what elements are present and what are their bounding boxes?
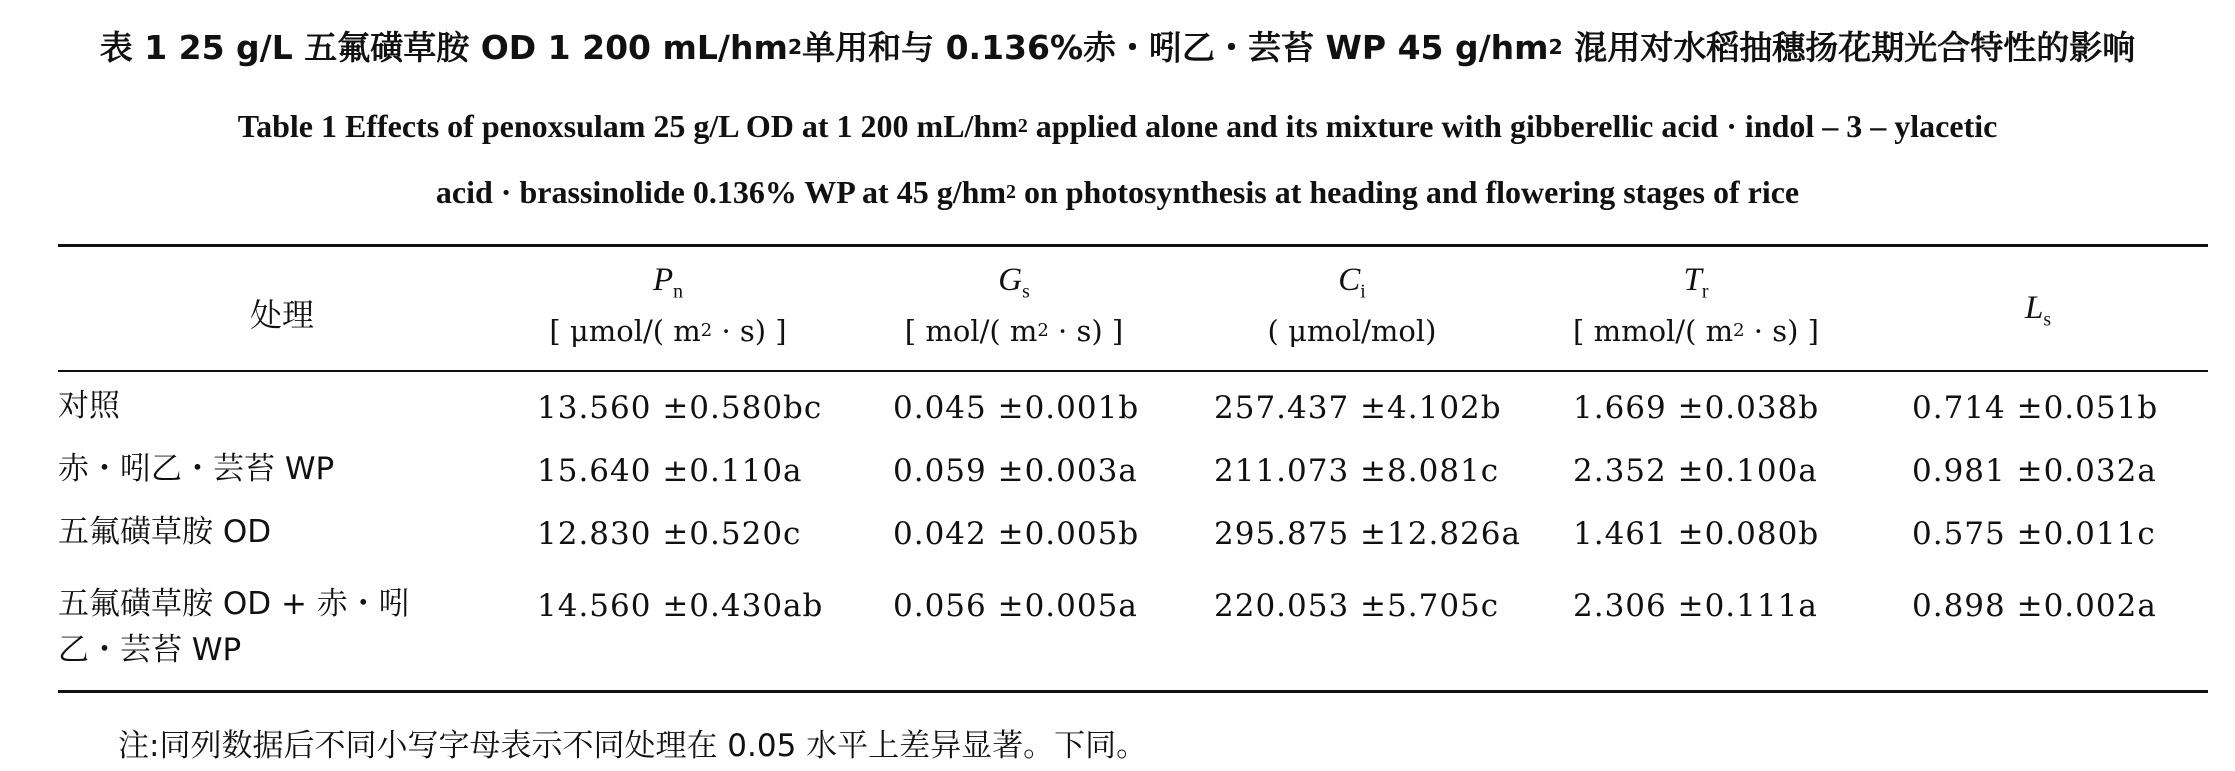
cell-gs: 0.042 ±0.005b: [893, 516, 1140, 552]
cell-gs: 0.056 ±0.005a: [893, 588, 1138, 624]
cell-ci: 295.875 ±12.826a: [1214, 516, 1521, 552]
cell-gs: 0.045 ±0.001b: [893, 390, 1140, 426]
cell-pn: 14.560 ±0.430ab: [537, 588, 824, 624]
header-tr: $T_r$ [ mmol/( $m^2 \cdot s$) ]: [1573, 262, 1819, 348]
cell-ls: 0.575 ±0.011c: [1912, 516, 2156, 552]
header-ci: $C_i$ ( μmol/mol): [1267, 262, 1437, 348]
table-row-label: 赤・吲乙・芸苔 WP: [58, 451, 335, 487]
table-row-label: 五氟磺草胺 OD: [58, 514, 272, 550]
cell-tr: 2.352 ±0.100a: [1573, 453, 1818, 489]
table-top-rule: [58, 244, 2208, 247]
header-ls: $L_s$: [2024, 290, 2052, 331]
table-row-label: 五氟磺草胺 OD + 赤・吲 乙・芸苔 WP: [58, 586, 410, 668]
cell-ci: 220.053 ±5.705c: [1214, 588, 1500, 624]
cell-tr: 1.461 ±0.080b: [1573, 516, 1820, 552]
cell-gs: 0.059 ±0.003a: [893, 453, 1138, 489]
table-caption-en-line1: Table 1 Effects of penoxsulam 25 g/L OD at 1 200 $mL/hm^2$ applied alone and its mixture with gibberellic acid · indol – 3 – ylacetic: [237, 108, 1998, 144]
cell-ls: 0.981 ±0.032a: [1912, 453, 2157, 489]
header-pn: $P_n$ [ μmol/( $m^2 \cdot s$) ]: [549, 262, 787, 348]
table-header-rule: [58, 370, 2208, 372]
header-treatment: 处理: [249, 296, 315, 334]
table-bottom-rule: [58, 690, 2208, 693]
cell-pn: 13.560 ±0.580bc: [537, 390, 823, 426]
table-footnote: 注:同列数据后不同小写字母表示不同处理在 0.05 水平上差异显著。下同。: [118, 728, 1148, 764]
cell-pn: 15.640 ±0.110a: [537, 453, 803, 489]
cell-tr: 2.306 ±0.111a: [1573, 588, 1818, 624]
header-gs: $G_s$ [ mol/( $m^2 \cdot s$) ]: [904, 262, 1124, 348]
cell-pn: 12.830 ±0.520c: [537, 516, 802, 552]
table-caption-cn: 表 1 25 g/L 五氟磺草胺 OD 1 200 $mL/hm^2$单用和与 0.136%赤・吲乙・芸苔 WP 45 $g/hm^2$ 混用对水稻抽穗扬花期光合特性的影响: [99, 28, 2136, 67]
cell-ci: 257.437 ±4.102b: [1214, 390, 1502, 426]
cell-ls: 0.714 ±0.051b: [1912, 390, 2159, 426]
cell-tr: 1.669 ±0.038b: [1573, 390, 1820, 426]
table-row-label: 对照: [58, 388, 120, 424]
cell-ci: 211.073 ±8.081c: [1214, 453, 1500, 489]
cell-ls: 0.898 ±0.002a: [1912, 588, 2157, 624]
table-caption-en-line2: acid · brassinolide 0.136% WP at 45 $g/hm^2$ on photosynthesis at heading and flowering stages of rice: [435, 174, 1800, 210]
